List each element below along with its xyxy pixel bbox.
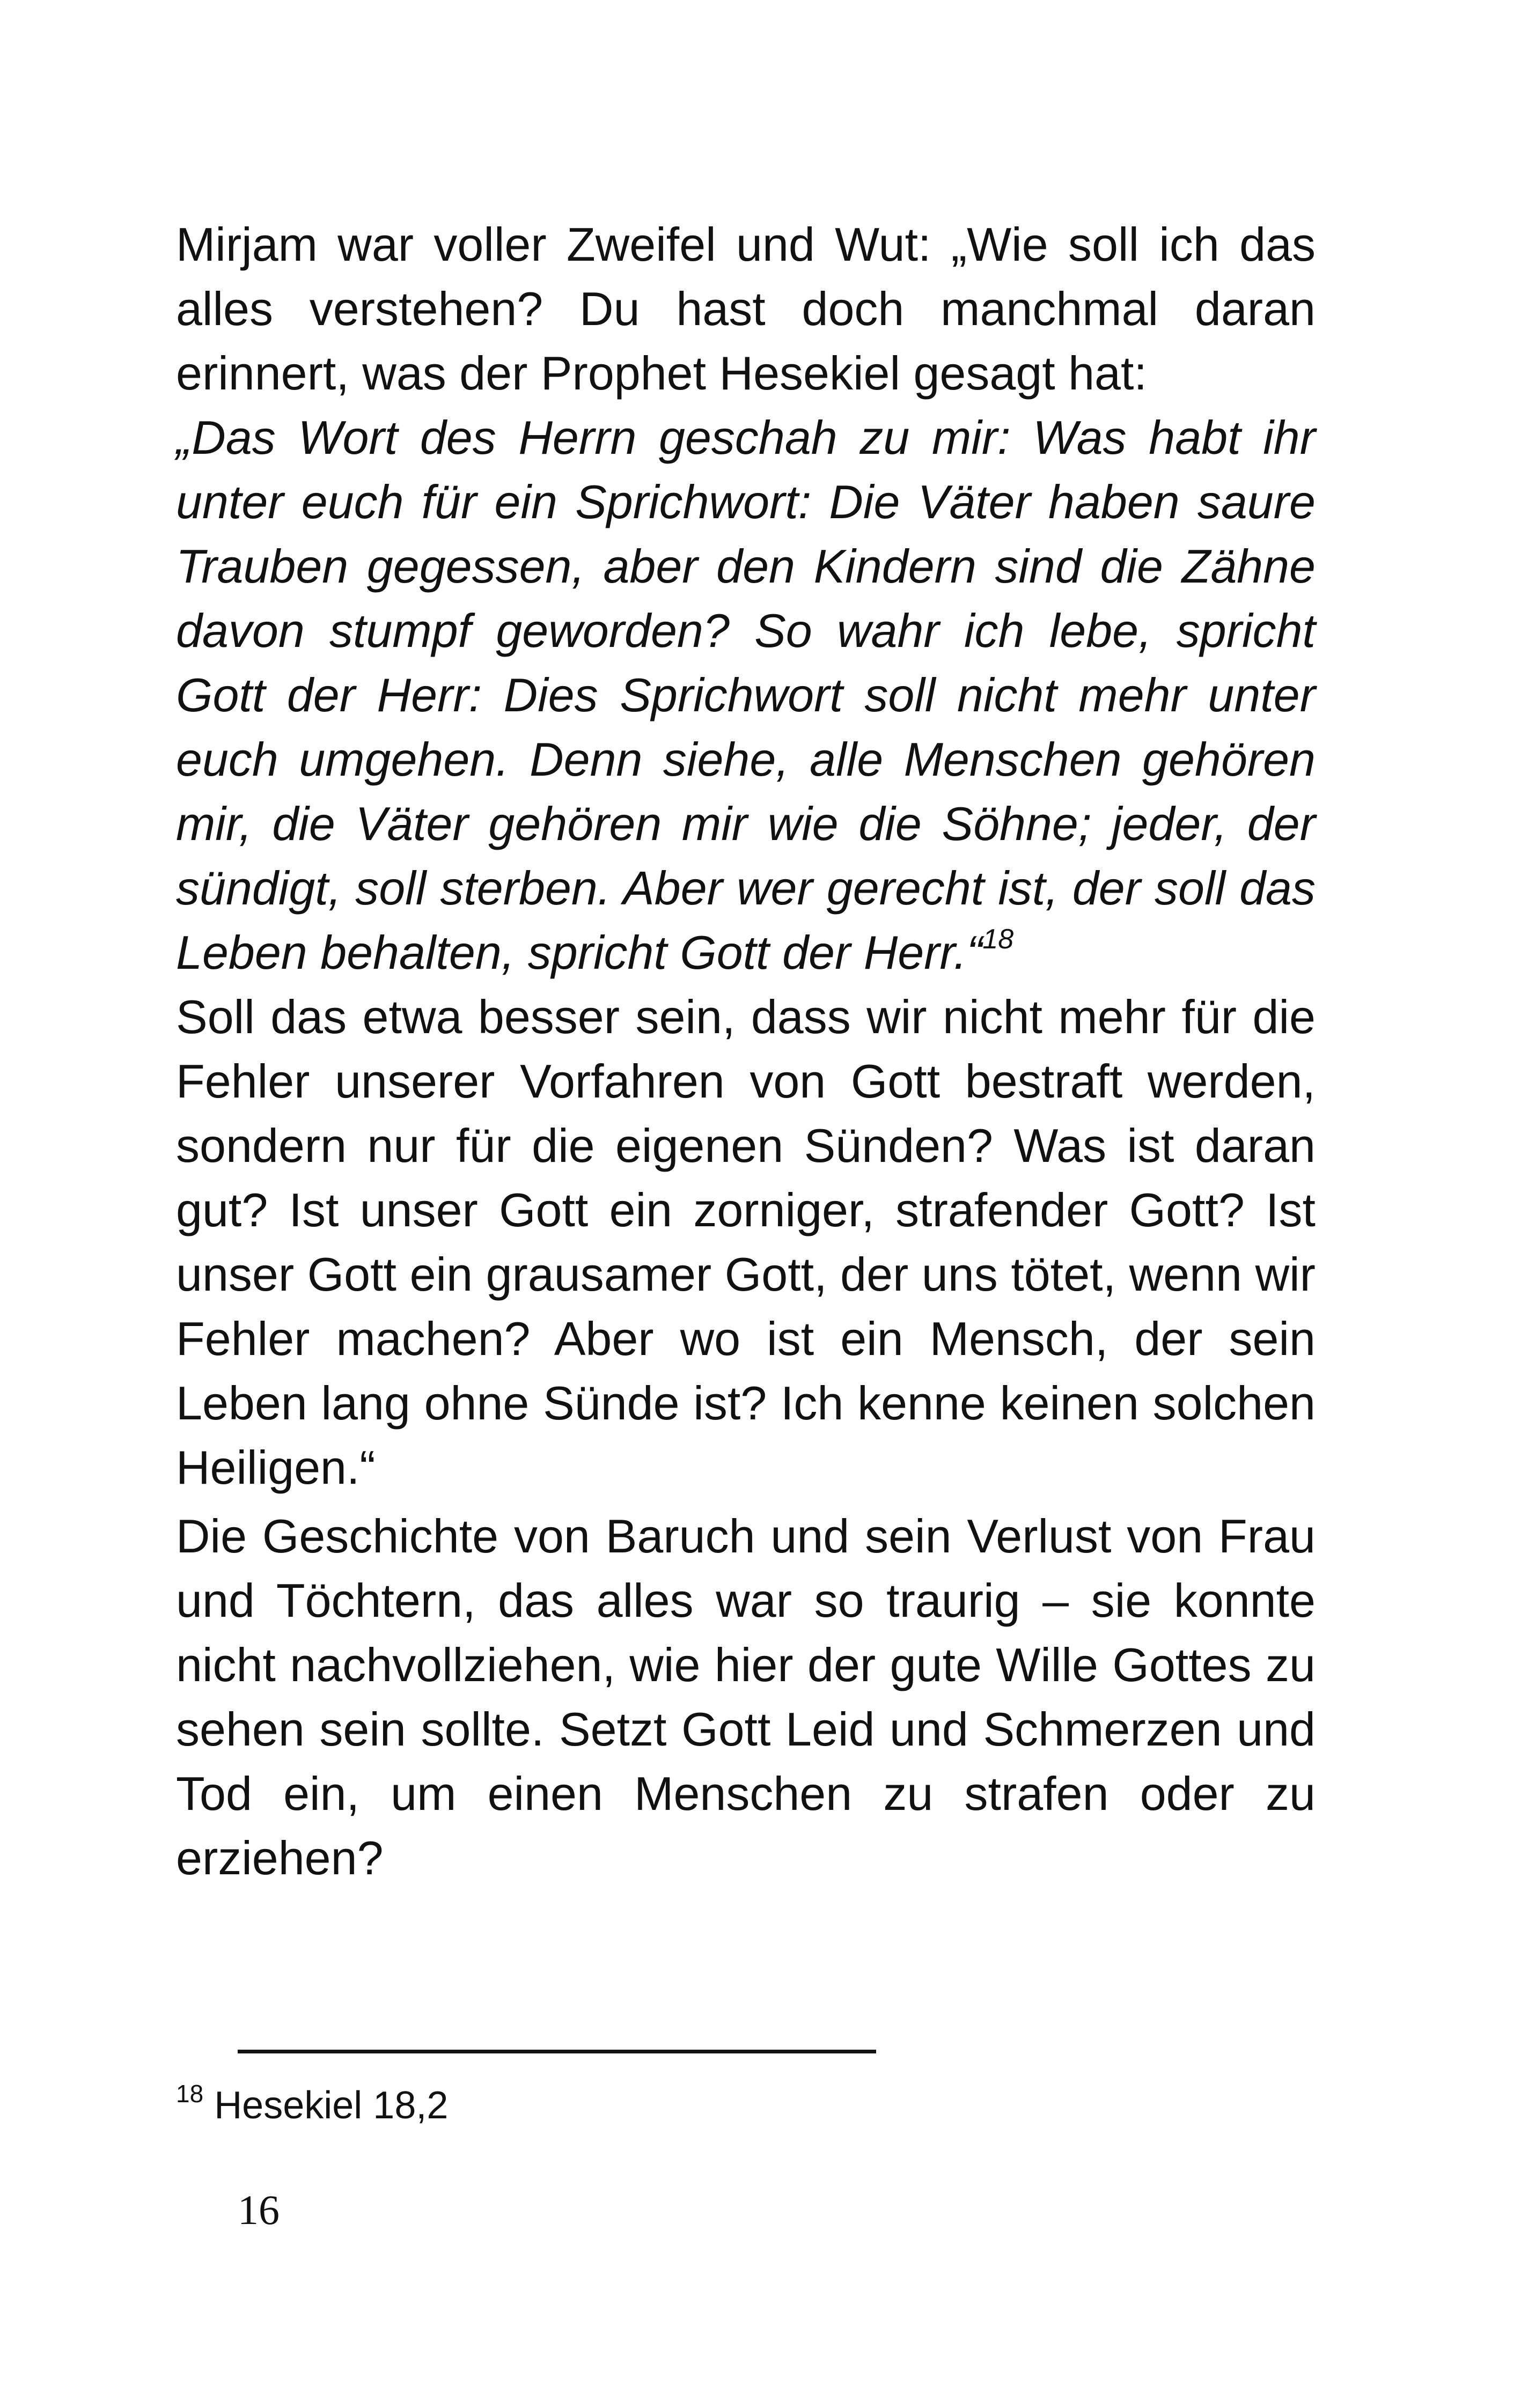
footnote [176,2079,448,2132]
footnote-text: Hesekiel 18,2 [214,2084,449,2127]
intro-paragraph: Mirjam war voller Zweifel und Wut: „Wie soll ich das alles verstehen? Du hast doch manchmal daran erinnert, was der Prophet Hesekiel gesagt hat: [176,218,1316,400]
main-text-block [176,212,1316,1500]
quote-text: „Das Wort des Herrn geschah zu mir: Was habt ihr unter euch für ein Sprichwort: Die Väter haben saure Trauben gegessen, aber den Kindern sind die Zähne davon stumpf geworden? So wahr ich lebe, spricht Gott der Herr: Dies Sprichwort soll nicht mehr unter euch umgehen. Denn siehe, alle Menschen gehören mir, die Väter gehören mir wie die Söhne; jeder, der sündigt, soll sterben. Aber wer gerecht ist, der soll das Leben behalten, spricht Gott der Herr.“ [176,411,1316,979]
hesekiel-quote [176,406,1316,985]
footnote-divider [238,2050,876,2053]
footnote-number: 18 [176,2080,204,2108]
body-paragraph-1: Soll das etwa besser sein, dass wir nicht mehr für die Fehler unserer Vorfahren von Gott bestraft werden, sondern nur für die eigenen Sünden? Was ist daran gut? Ist unser Gott ein zorniger, strafender Gott? Ist unser Gott ein grausamer Gott, der uns tötet, wenn wir Fehler machen? Aber wo ist ein Mensch, der sein Leben lang ohne Sünde ist? Ich kenne keinen solchen Heiligen.“ [176,990,1316,1494]
footnote-reference[interactable]: 18 [982,924,1014,955]
second-text-block [176,1504,1316,1890]
body-paragraph-2: Die Geschichte von Baruch und sein Verlust von Frau und Töchtern, das alles war so traurig – sie konnte nicht nachvollziehen, wie hier der gute Wille Gottes zu sehen sein sollte. Setzt Gott Leid und Schmerzen und Tod ein, um einen Menschen zu strafen oder zu erziehen? [176,1509,1316,1884]
page-number: 16 [238,2186,280,2233]
